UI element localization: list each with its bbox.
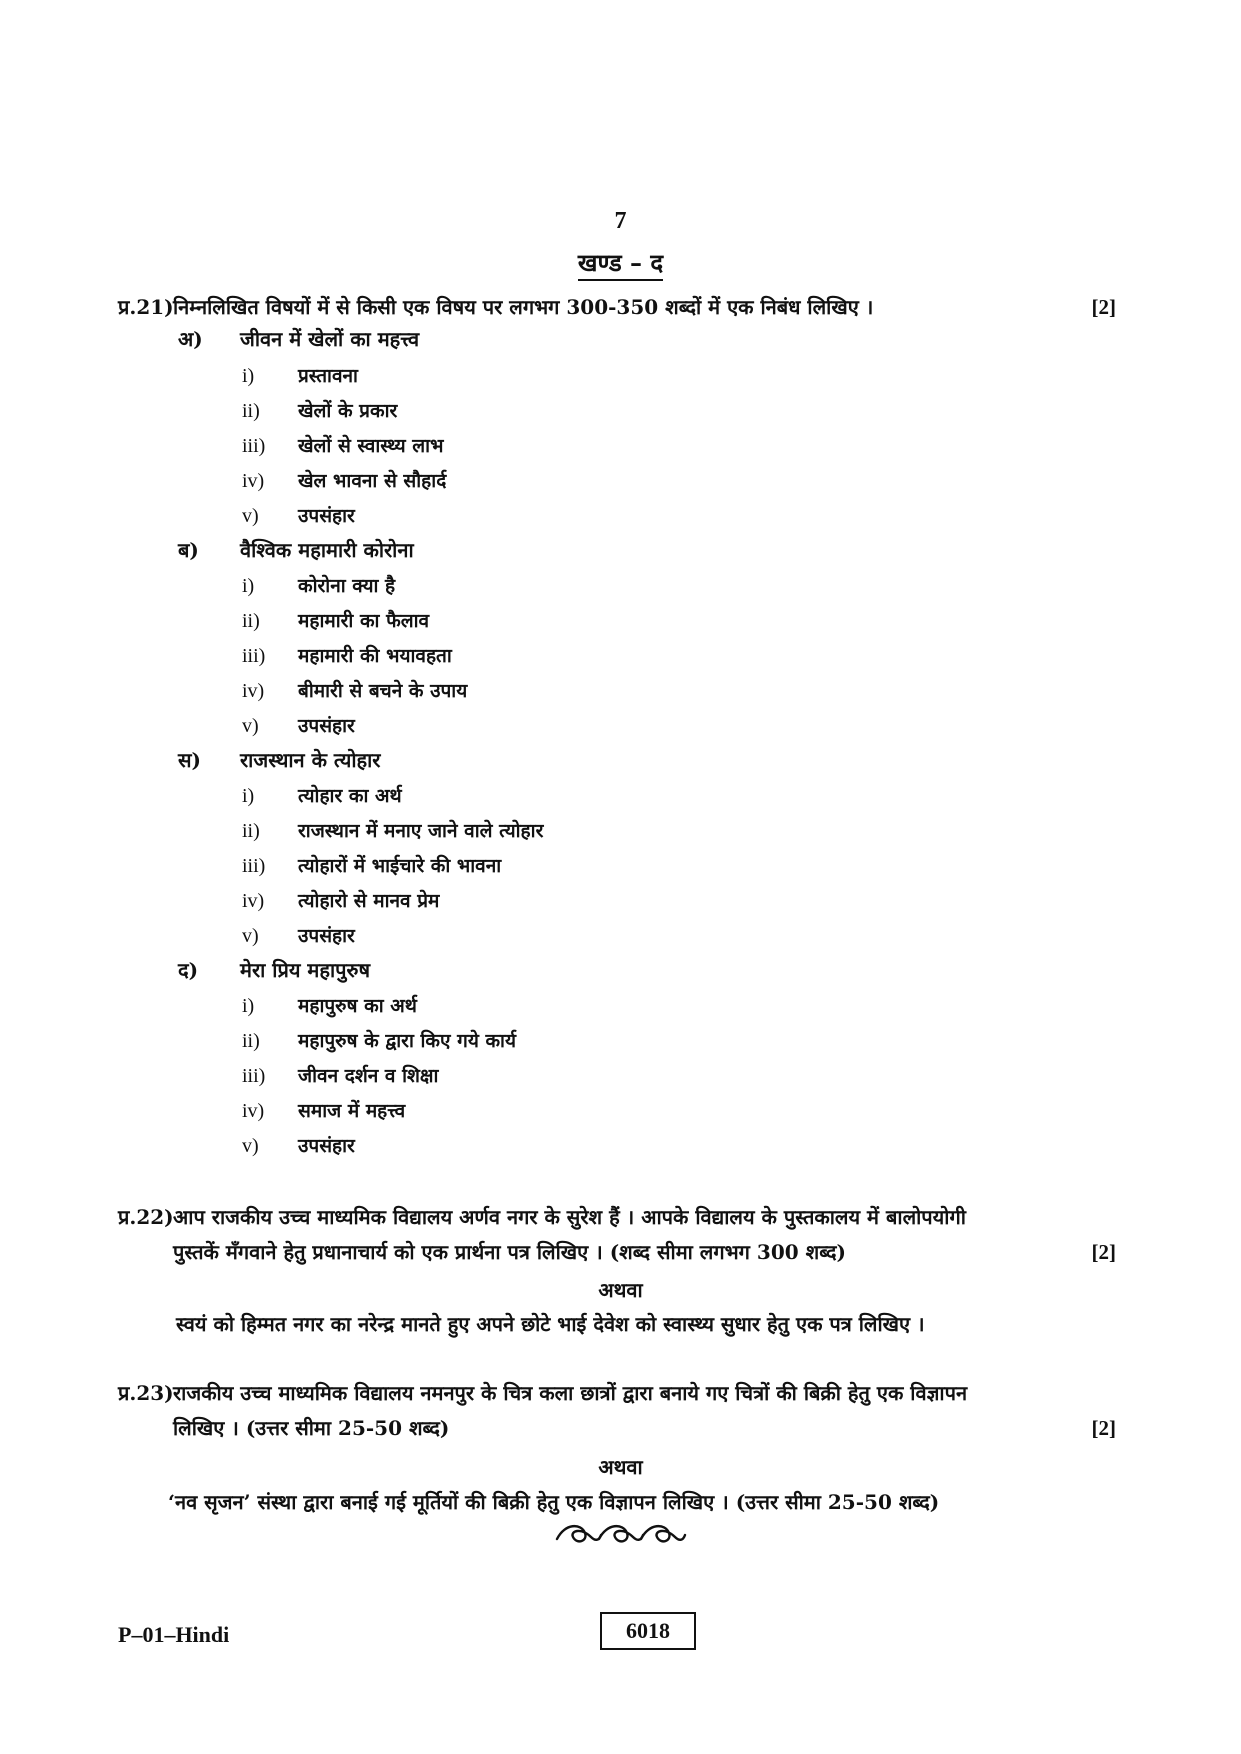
- topic-point: [242, 887, 439, 913]
- topic-point: [242, 817, 543, 843]
- question-number: प्र.23): [118, 1381, 174, 1405]
- point-number: i): [242, 785, 255, 807]
- point-number: ii): [242, 1030, 260, 1052]
- topic-heading: [178, 536, 414, 563]
- topic-point: [242, 1062, 438, 1088]
- point-number: iii): [242, 435, 266, 457]
- point-number: iii): [242, 855, 266, 877]
- point-text: महामारी का फैलाव: [298, 610, 430, 632]
- topic-point: [242, 1027, 516, 1053]
- topic-letter: स): [178, 748, 201, 772]
- point-number: iii): [242, 1065, 266, 1087]
- topic-letter: द): [178, 958, 199, 982]
- point-text: उपसंहार: [298, 505, 355, 527]
- topic-title: मेरा प्रिय महापुरुष: [240, 958, 371, 982]
- marks: [2]: [1091, 1416, 1116, 1440]
- page-number: 7: [614, 208, 627, 234]
- topic-point: [242, 1097, 405, 1123]
- question-line: लिखिए । (उत्तर सीमा 25-50 शब्द): [173, 1416, 450, 1440]
- question-number: प्र.21): [118, 295, 174, 319]
- point-number: iii): [242, 645, 266, 667]
- point-number: iv): [242, 1100, 265, 1122]
- topic-point: [242, 782, 402, 808]
- topic-point: [242, 397, 397, 423]
- topic-point: [242, 1132, 355, 1158]
- point-number: iv): [242, 470, 265, 492]
- point-number: ii): [242, 820, 260, 842]
- point-number: v): [242, 1135, 259, 1157]
- marks: [2]: [1091, 295, 1116, 319]
- question-23: [118, 1376, 1116, 1446]
- section-title: [0, 246, 1241, 279]
- topic-point: [242, 432, 443, 458]
- topic-point: [242, 607, 429, 633]
- alternative-question: ‘नव सृजन’ संस्था द्वारा बनाई गई मूर्तियों की बिक्री हेतु एक विज्ञापन लिखिए । (उत्तर सीमा 25-50 शब्द): [168, 1490, 940, 1514]
- point-text: राजस्थान में मनाए जाने वाले त्योहार: [298, 820, 544, 842]
- point-number: i): [242, 365, 255, 387]
- point-number: i): [242, 575, 255, 597]
- point-text: खेलों के प्रकार: [298, 400, 398, 422]
- point-number: i): [242, 995, 255, 1017]
- topic-letter: ब): [178, 538, 199, 562]
- topic-heading: [178, 746, 381, 773]
- question-number: प्र.22): [118, 1205, 174, 1229]
- point-number: v): [242, 505, 259, 527]
- question-text: निम्नलिखित विषयों में से किसी एक विषय पर लगभग 300-350 शब्दों में एक निबंध लिखिए ।: [173, 295, 874, 319]
- topic-point: [242, 922, 355, 948]
- point-text: प्रस्तावना: [298, 365, 358, 387]
- topic-point: [242, 502, 355, 528]
- topic-heading: [178, 325, 419, 352]
- point-text: महापुरुष का अर्थ: [298, 995, 417, 1017]
- point-number: ii): [242, 400, 260, 422]
- question-21: [118, 290, 1116, 325]
- point-number: ii): [242, 610, 260, 632]
- topic-point: [242, 677, 467, 703]
- question-line: पुस्तकें मँगवाने हेतु प्रधानाचार्य को एक प्रार्थना पत्र लिखिए । (शब्द सीमा लगभग 300 शब्द): [173, 1240, 846, 1264]
- point-text: कोरोना क्या है: [298, 575, 396, 597]
- ornament-divider: [0, 1515, 1241, 1555]
- question-22: [118, 1200, 1116, 1270]
- topic-point: [242, 992, 417, 1018]
- point-text: समाज में महत्त्व: [298, 1100, 406, 1122]
- point-number: iv): [242, 890, 265, 912]
- point-text: खेलों से स्वास्थ्य लाभ: [298, 435, 444, 457]
- point-number: iv): [242, 680, 265, 702]
- question-line: राजकीय उच्च माध्यमिक विद्यालय नमनपुर के चित्र कला छात्रों द्वारा बनाये गए चित्रों की बिक्री हेतु एक विज्ञापन: [173, 1381, 968, 1405]
- topic-letter: अ): [178, 327, 203, 351]
- point-text: उपसंहार: [298, 1135, 355, 1157]
- alternative-question: स्वयं को हिम्मत नगर का नरेन्द्र मानते हुए अपने छोटे भाई देवेश को स्वास्थ्य सुधार हेतु एक पत्र लिखिए ।: [176, 1312, 925, 1336]
- ornament-icon: [551, 1515, 691, 1551]
- point-text: उपसंहार: [298, 925, 355, 947]
- marks: [2]: [1091, 1240, 1116, 1264]
- point-text: त्योहार का अर्थ: [298, 785, 402, 807]
- or-label: अथवा: [598, 1455, 643, 1479]
- topic-title: जीवन में खेलों का महत्त्व: [240, 327, 420, 351]
- or-label: अथवा: [598, 1278, 643, 1302]
- point-number: v): [242, 715, 259, 737]
- topic-heading: [178, 956, 370, 983]
- point-number: v): [242, 925, 259, 947]
- question-line: आप राजकीय उच्च माध्यमिक विद्यालय अर्णव नगर के सुरेश हैं । आपके विद्यालय के पुस्तकालय में बालोपयोगी: [173, 1205, 966, 1229]
- point-text: महामारी की भयावहता: [298, 645, 452, 667]
- topic-point: [242, 362, 358, 388]
- paper-number-box: 6018: [600, 1612, 696, 1650]
- point-text: त्योहारों में भाईचारे की भावना: [298, 855, 502, 877]
- point-text: त्योहारो से मानव प्रेम: [298, 890, 440, 912]
- topic-title: वैश्विक महामारी कोरोना: [240, 538, 414, 562]
- section-title-text: खण्ड – द: [578, 248, 663, 281]
- topic-point: [242, 852, 501, 878]
- point-text: उपसंहार: [298, 715, 355, 737]
- topic-point: [242, 642, 452, 668]
- point-text: महापुरुष के द्वारा किए गये कार्य: [298, 1030, 516, 1052]
- point-text: बीमारी से बचने के उपाय: [298, 680, 468, 702]
- paper-code: P–01–Hindi: [118, 1622, 230, 1647]
- point-text: खेल भावना से सौहार्द: [298, 470, 447, 492]
- topic-point: [242, 467, 446, 493]
- topic-title: राजस्थान के त्योहार: [240, 748, 381, 772]
- point-text: जीवन दर्शन व शिक्षा: [298, 1065, 439, 1087]
- topic-point: [242, 572, 395, 598]
- topic-point: [242, 712, 355, 738]
